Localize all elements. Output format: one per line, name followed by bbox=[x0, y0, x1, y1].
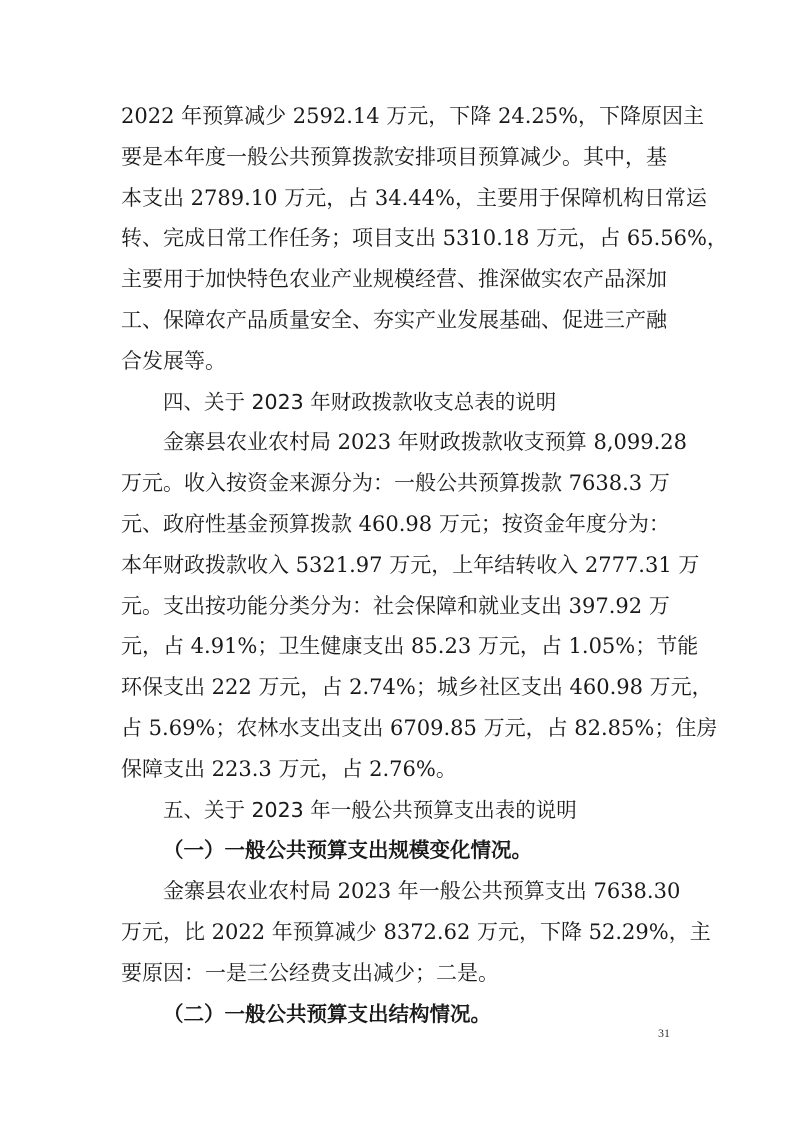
text-line: 元，占 4.91%；卫生健康支出 85.23 万元，占 1.05%；节能 bbox=[121, 634, 699, 659]
document-body bbox=[121, 96, 728, 1034]
text-line: 元、政府性基金预算拨款 460.98 万元；按资金年度分为： bbox=[121, 511, 670, 536]
subsection-two-heading: （二）一般公共预算支出结构情况。 bbox=[163, 1001, 491, 1026]
text-line: 占 5.69%；农林水支出支出 6709.85 万元，占 82.85%；住房 bbox=[121, 715, 718, 740]
subsection-one-heading: （一）一般公共预算支出规模变化情况。 bbox=[163, 838, 532, 863]
section-four-heading: 四、关于 2023 年财政拨款收支总表的说明 bbox=[163, 389, 557, 414]
text-line: 保障支出 223.3 万元，占 2.76%。 bbox=[121, 756, 457, 781]
section-five-heading: 五、关于 2023 年一般公共预算支出表的说明 bbox=[163, 797, 577, 822]
text-line: 转、完成日常工作任务；项目支出 5310.18 万元，占 65.56%， bbox=[121, 226, 728, 251]
text-line: 2022 年预算减少 2592.14 万元，下降 24.25%，下降原因主 bbox=[121, 104, 705, 128]
text-line: 要是本年度一般公共预算拨款安排项目预算减少。其中，基 bbox=[121, 144, 667, 169]
text-line: 要原因：一是三公经费支出减少；二是。 bbox=[121, 960, 499, 985]
text-line: 金寨县农业农村局 2023 年一般公共预算支出 7638.30 bbox=[163, 879, 681, 904]
page-number: 31 bbox=[658, 1026, 670, 1040]
text-line: 合发展等。 bbox=[121, 348, 226, 373]
text-line: 金寨县农业农村局 2023 年财政拨款收支预算 8,099.28 bbox=[163, 430, 687, 455]
text-line: 万元。收入按资金来源分为：一般公共预算拨款 7638.3 万 bbox=[121, 471, 670, 496]
text-line: 元。支出按功能分类分为：社会保障和就业支出 397.92 万 bbox=[121, 593, 670, 618]
paragraph-budget-change bbox=[121, 96, 728, 382]
paragraph-general-budget bbox=[121, 871, 711, 993]
text-line: 环保支出 222 万元，占 2.74%；城乡社区支出 460.98 万元， bbox=[121, 675, 713, 700]
text-line: 本支出 2789.10 万元，占 34.44%，主要用于保障机构日常运 bbox=[121, 185, 707, 210]
paragraph-fiscal-summary bbox=[121, 422, 718, 789]
text-line: 工、保障农产品质量安全、夯实产业发展基础、促进三产融 bbox=[121, 307, 667, 332]
text-line: 万元，比 2022 年预算减少 8372.62 万元，下降 52.29%，主 bbox=[121, 919, 711, 944]
text-line: 本年财政拨款收入 5321.97 万元，上年结转收入 2777.31 万 bbox=[121, 552, 700, 577]
text-line: 主要用于加快特色农业产业规模经营、推深做实农产品深加 bbox=[121, 267, 667, 292]
